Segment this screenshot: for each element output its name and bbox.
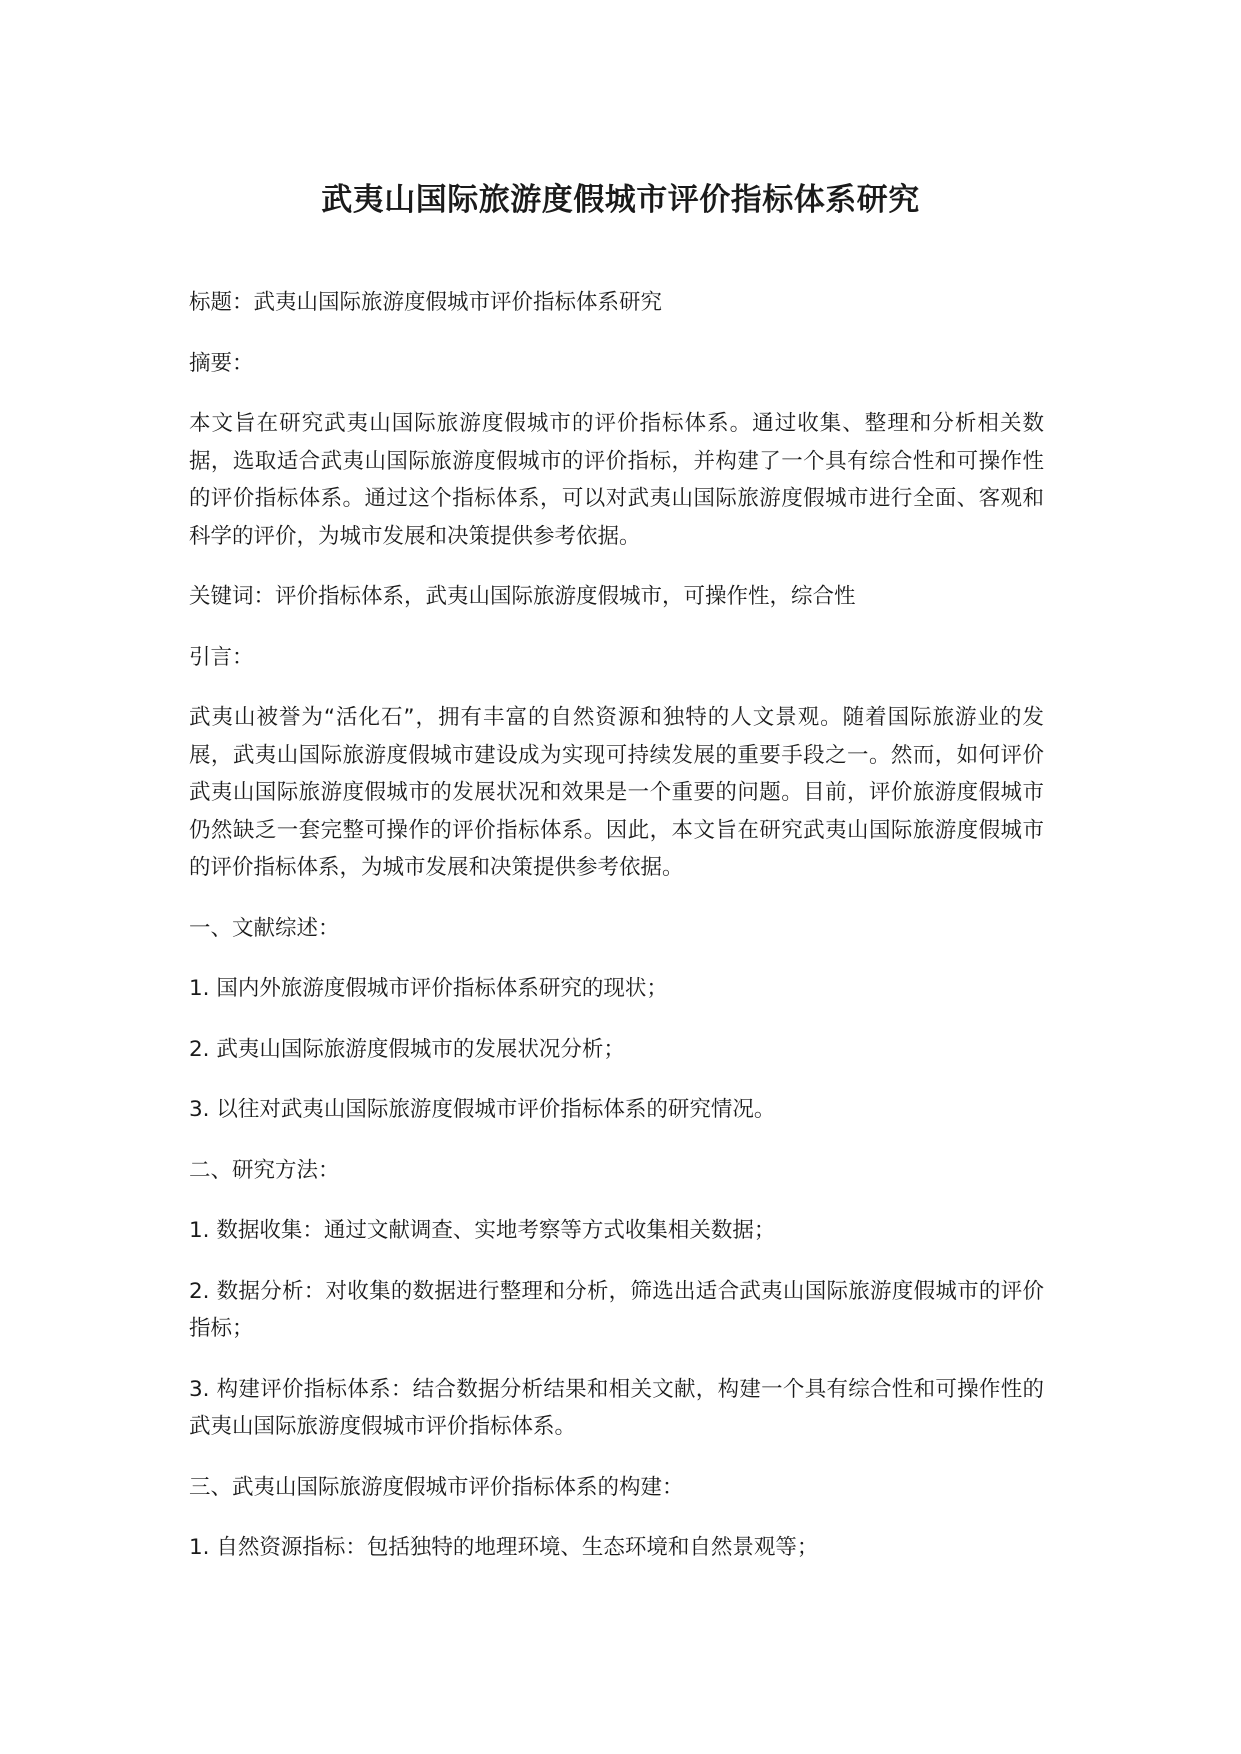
list-item: 2. 武夷山国际旅游度假城市的发展状况分析； bbox=[189, 1036, 625, 1062]
section-heading-index-construction: 三、武夷山国际旅游度假城市评价指标体系的构建： bbox=[189, 1474, 684, 1500]
section-heading-literature-review: 一、文献综述： bbox=[189, 915, 340, 941]
paragraph-introduction-heading: 引言： bbox=[189, 644, 254, 670]
list-item: 3. 以往对武夷山国际旅游度假城市评价指标体系的研究情况。 bbox=[189, 1097, 776, 1122]
document-title: 武夷山国际旅游度假城市评价指标体系研究 bbox=[321, 182, 920, 218]
list-item: 2. 数据分析：对收集的数据进行整理和分析，筛选出适合武夷山国际旅游度假城市的评价指标； bbox=[189, 1278, 1044, 1341]
list-item: 1. 国内外旅游度假城市评价指标体系研究的现状； bbox=[189, 976, 668, 1001]
list-item: 1. 数据收集：通过文献调查、实地考察等方式收集相关数据； bbox=[189, 1218, 776, 1243]
paragraph-abstract-body: 本文旨在研究武夷山国际旅游度假城市的评价指标体系。通过收集、整理和分析相关数据，选取适合武夷山国际旅游度假城市的评价指标，并构建了一个具有综合性和可操作性的评价指标体系。通过这个指标体系，可以对武夷山国际旅游度假城市进行全面、客观和科学的评价，为城市发展和决策提供参考依据。 bbox=[189, 411, 1044, 549]
list-item: 1. 自然资源指标：包括独特的地理环境、生态环境和自然景观等； bbox=[189, 1535, 819, 1560]
paragraph-abstract-heading: 摘要： bbox=[189, 350, 254, 376]
paragraph-introduction-body: 武夷山被誉为“活化石”，拥有丰富的自然资源和独特的人文景观。随着国际旅游业的发展，武夷山国际旅游度假城市建设成为实现可持续发展的重要手段之一。然而，如何评价武夷山国际旅游度假城市的发展状况和效果是一个重要的问题。目前，评价旅游度假城市仍然缺乏一套完整可操作的评价指标体系。因此，本文旨在研究武夷山国际旅游度假城市的评价指标体系，为城市发展和决策提供参考依据。 bbox=[189, 705, 1044, 880]
list-item: 3. 构建评价指标体系：结合数据分析结果和相关文献，构建一个具有综合性和可操作性的武夷山国际旅游度假城市评价指标体系。 bbox=[189, 1376, 1044, 1439]
section-heading-research-methods: 二、研究方法： bbox=[189, 1157, 340, 1183]
paragraph-keywords: 关键词：评价指标体系，武夷山国际旅游度假城市，可操作性，综合性 bbox=[189, 584, 856, 609]
paragraph-title-line: 标题：武夷山国际旅游度假城市评价指标体系研究 bbox=[189, 290, 663, 315]
document-body bbox=[189, 284, 1044, 1590]
